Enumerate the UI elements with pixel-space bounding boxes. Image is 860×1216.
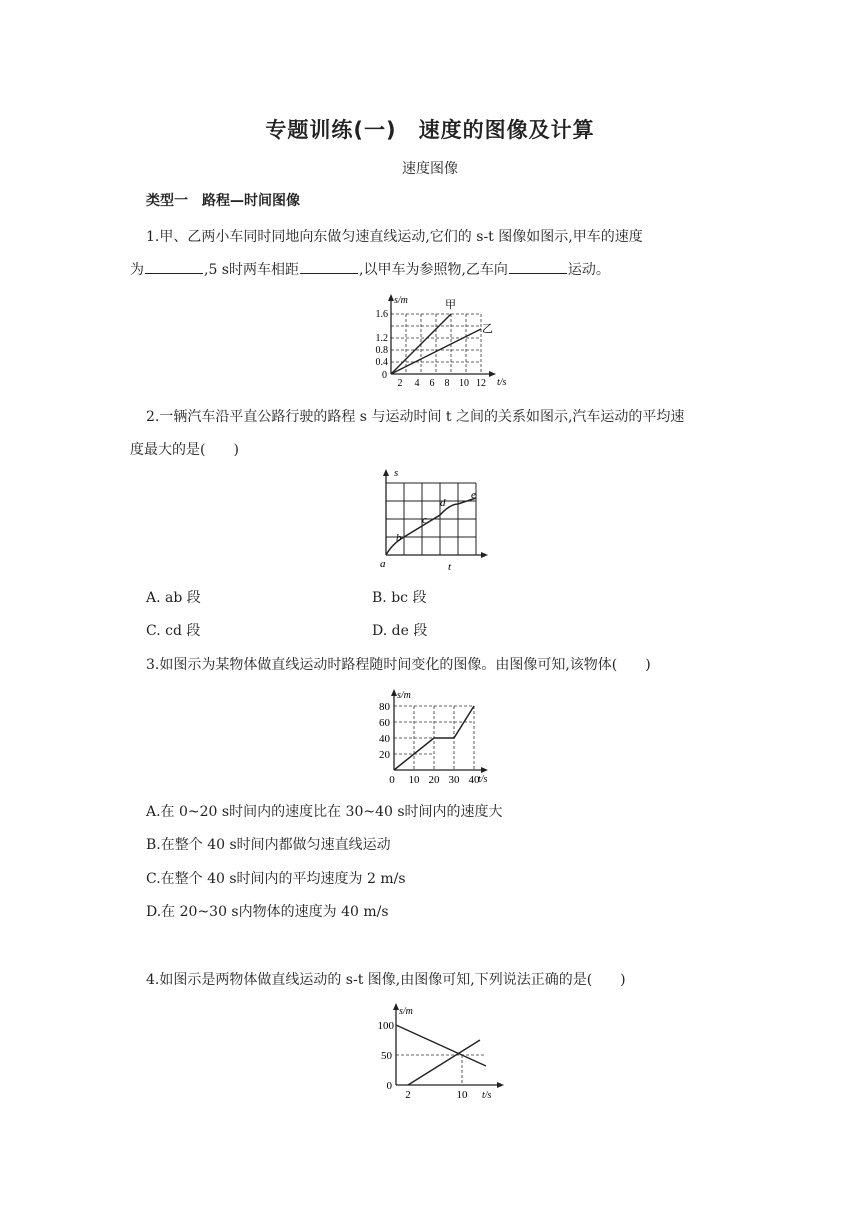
q3-y-axis-label: s/m bbox=[397, 690, 411, 701]
q2-option-d[interactable]: D. de 段 bbox=[372, 623, 428, 639]
q2-axis-t: t bbox=[448, 561, 452, 573]
q4-xtick-10: 10 bbox=[456, 1089, 468, 1101]
section-heading: 类型一 路程—时间图像 bbox=[146, 193, 300, 209]
q1-xtick-8: 8 bbox=[444, 378, 450, 389]
q2-axis-s: s bbox=[394, 467, 399, 479]
q1-ytick-1: 0.4 bbox=[375, 357, 388, 368]
q1-label-yi: 乙 bbox=[482, 323, 493, 335]
q1-ytick-3: 1.2 bbox=[375, 333, 388, 344]
q1-text-b: ,5 s时两车相距 bbox=[204, 262, 299, 278]
q1-label-jia: 甲 bbox=[445, 299, 456, 311]
q3-ytick-40: 40 bbox=[379, 733, 390, 745]
q1-ytick-4: 1.6 bbox=[375, 309, 388, 320]
q3-ytick-80: 80 bbox=[379, 701, 390, 713]
q2-point-e: e bbox=[471, 489, 476, 501]
q1-x-axis-label: t/s bbox=[497, 377, 507, 388]
q1-st-graph bbox=[360, 292, 510, 390]
q4-st-graph bbox=[362, 1000, 512, 1104]
q1-text-c: ,以甲车为参照物,乙车向 bbox=[359, 262, 508, 278]
q1-xtick-6: 6 bbox=[429, 378, 435, 389]
q1-xtick-4: 4 bbox=[414, 378, 420, 389]
q2-option-a[interactable]: A. ab 段 bbox=[146, 590, 201, 606]
q3-option-d[interactable]: D.在 20~30 s内物体的速度为 40 m/s bbox=[146, 904, 389, 920]
q1-xtick-10: 10 bbox=[459, 378, 469, 389]
q3-xtick-10: 10 bbox=[408, 774, 420, 786]
q4-ytick-0: 0 bbox=[386, 1080, 392, 1092]
q3-xtick-20: 20 bbox=[428, 774, 440, 786]
q2-point-b: b bbox=[396, 532, 402, 544]
q3-st-graph bbox=[368, 686, 508, 786]
q4-x-axis-label: t/s bbox=[482, 1090, 492, 1101]
q4-ytick-50: 50 bbox=[381, 1050, 392, 1062]
q1-blank-distance[interactable] bbox=[300, 259, 358, 274]
q4-y-axis-label: s/m bbox=[399, 1006, 413, 1017]
q1-ytick-2: 0.8 bbox=[375, 345, 388, 356]
q4-line1: 4.如图示是两物体做直线运动的 s-t 图像,由图像可知,下列说法正确的是( ) bbox=[146, 972, 626, 988]
q4-xtick-2: 2 bbox=[405, 1089, 411, 1101]
q1-xtick-2: 2 bbox=[397, 378, 403, 389]
q2-curve bbox=[386, 498, 476, 555]
q2-line1: 2.一辆汽车沿平直公路行驶的路程 s 与运动时间 t 之间的关系如图示,汽车运动的平均速 bbox=[146, 409, 685, 425]
q3-option-b[interactable]: B.在整个 40 s时间内都做匀速直线运动 bbox=[146, 837, 391, 853]
q3-ytick-60: 60 bbox=[379, 717, 390, 729]
q2-st-graph bbox=[372, 466, 496, 574]
q1-line2 bbox=[130, 259, 610, 279]
q1-blank-direction[interactable] bbox=[509, 259, 567, 274]
q2-point-d: d bbox=[440, 497, 446, 509]
page-title: 专题训练(一) 速度的图像及计算 bbox=[265, 118, 595, 142]
q1-y-axis-label: s/m bbox=[394, 295, 408, 306]
q3-line1: 3.如图示为某物体做直线运动时路程随时间变化的图像。由图像可知,该物体( ) bbox=[146, 657, 651, 673]
q1-text-a: 为 bbox=[130, 262, 144, 278]
q3-x-axis-label: t/s bbox=[478, 774, 488, 785]
q3-option-a[interactable]: A.在 0~20 s时间内的速度比在 30~40 s时间内的速度大 bbox=[146, 804, 503, 820]
q2-option-c[interactable]: C. cd 段 bbox=[146, 623, 201, 639]
q1-ytick-0: 0 bbox=[382, 370, 387, 381]
q3-xtick-0: 0 bbox=[389, 774, 395, 786]
q1-text-d: 运动。 bbox=[567, 262, 610, 278]
q4-ytick-100: 100 bbox=[377, 1020, 394, 1032]
q3-option-c[interactable]: C.在整个 40 s时间内的平均速度为 2 m/s bbox=[146, 871, 406, 887]
q2-point-a: a bbox=[380, 558, 386, 570]
q1-xtick-12: 12 bbox=[476, 378, 486, 389]
q3-xtick-30: 30 bbox=[448, 774, 460, 786]
q3-ytick-20: 20 bbox=[379, 749, 390, 761]
q2-option-b[interactable]: B. bc 段 bbox=[372, 590, 427, 606]
q1-line1: 1.甲、乙两小车同时同地向东做匀速直线运动,它们的 s-t 图像如图示,甲车的速度 bbox=[146, 229, 643, 245]
q1-blank-speed[interactable] bbox=[145, 259, 203, 274]
q2-point-c: c bbox=[422, 514, 427, 526]
q2-line2: 度最大的是( ) bbox=[130, 442, 239, 458]
q3-xtick-40: 40 bbox=[468, 774, 480, 786]
page-subtitle: 速度图像 bbox=[402, 161, 458, 177]
